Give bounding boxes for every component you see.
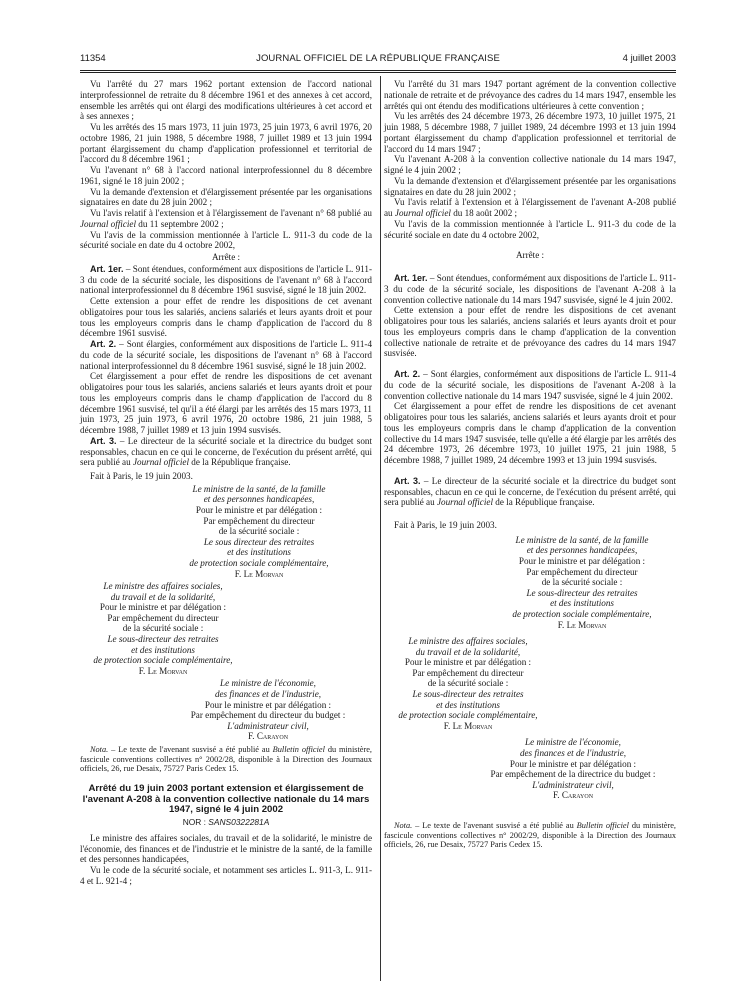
article-label: Art. 3. — [90, 435, 117, 446]
article-label: Art. 3. — [394, 475, 421, 486]
article-label: Art. 1er. — [90, 263, 124, 274]
column-divider — [380, 76, 381, 981]
journal-title: JOURNAL OFFICIEL DE LA RÉPUBLIQUE FRANÇAISE — [256, 53, 500, 64]
visa: Vu la demande d'extension et d'élargissement présentée par les organisations signataires en date du 28 juin 2002 ; — [80, 186, 372, 208]
visa: Vu l'avis de la commission mentionnée à l'article L. 911-3 du code de la sécurité sociale en date du 4 octobre 2002, — [80, 229, 372, 251]
article-1-para: Cette extension a pour effet de rendre les dispositions de cet avenant obligatoires pour tous les salariés, anciens salariés et leurs ayants droit et pour tous les employeurs compris dans le champ d'application de la convention collective nationale de retraite et de prévoyance des cadres du 14 mars 1947 susvisée. — [384, 305, 676, 359]
visa: Vu l'avis de la commission mentionnée à l'article L. 911-3 du code de la sécurité sociale en date du 4 octobre 2002, — [384, 218, 676, 240]
article-label: Art. 2. — [90, 339, 117, 349]
page-header — [80, 53, 676, 67]
visa: Vu l'arrêté du 31 mars 1947 portant agrément de la convention collective nationale de retraite et de prévoyance des cadres du 14 mars 1947, ensemble les arrêtés qui ont étendu des modifications ultérieures à cette convention ; — [384, 79, 676, 111]
issue-date: 4 juillet 2003 — [622, 53, 676, 64]
visa-jo: Vu l'avis relatif à l'extension et à l'élargissement de l'avenant n° 68 publié au Journal officiel du 11 septembre 2002 ; — [80, 208, 372, 229]
article-3: Art. 3. – Le directeur de la sécurité sociale et la directrice du budget sont responsables, chacun en ce qui le concerne, de l'exécution du présent arrêté, qui sera publié au Journal officiel de la République française. — [384, 475, 676, 508]
visa: Vu le code de la sécurité sociale, et notamment ses articles L. 911-3, L. 911-4 et L. 921-4 ; — [80, 865, 372, 886]
visa: Vu l'avenant A-208 à la convention collective nationale du 14 mars 1947, signé le 4 juin 2002 ; — [384, 154, 676, 175]
visa-jo: Vu l'avis relatif à l'extension et à l'élargissement de l'avenant A-208 publié au Journal officiel du 18 août 2002 ; — [384, 197, 676, 218]
visa: Vu les arrêtés des 24 décembre 1973, 26 décembre 1973, 10 juillet 1975, 21 juin 1988, 5 décembre 1988, 7 juillet 1989, 24 décembre 1993 et 13 juin 1994 portant élargissement du champ d'application professionnel et territorial de l'accord du 14 mars 1947 ; — [384, 111, 676, 154]
decree-title: Arrêté du 19 juin 2003 portant extension et élargissement de l'avenant A-208 à la convention collective nationale du 14 mars 1947, signé le 4 juin 2002 — [82, 782, 370, 816]
left-column — [80, 79, 372, 887]
article-2-para: Cet élargissement a pour effet de rendre les dispositions de cet avenant obligatoires pour tous les salariés, anciens salariés et leurs ayants droit et pour tous les employeurs compris dans le champ d'application de l'accord du 8 décembre 1961 susvisé, tel qu'il a été élargi par les arrêtés des 15 mars 1973, 11 juin 1973, 25 juin 1973, 6 avril 1976, 20 octobre 1986, 21 juin 1988, 5 décembre 1988, 7 juillet 1989 et 13 juin 1994 susvisés. — [80, 371, 372, 435]
article-1-para: Cette extension a pour effet de rendre les dispositions de cet avenant obligatoires pour tous les salariés, anciens salariés et leurs ayants droit et pour tous les employeurs compris dans le champ d'application de l'accord du 8 décembre 1961 susvisé. — [80, 296, 372, 339]
article-1: Art. 1er. – Sont étendues, conformément aux dispositions de l'article L. 911-3 du code de la sécurité sociale, les dispositions de l'avenant A-208 à la convention collective nationale du 14 mars 1947 susvisée, signé le 4 juin 2002. — [384, 273, 676, 305]
page-number: 11354 — [80, 53, 106, 64]
article-1: Art. 1er. – Sont étendues, conformément aux dispositions de l'article L. 911-3 du code de la sécurité sociale, les dispositions de l'avenant n° 68 à l'accord national interprofessionnel du 8 décembre 1961 susvisé, signé le 18 juin 2002. — [80, 263, 372, 296]
article-2: Art. 2. – Sont élargies, conformément aux dispositions de l'article L. 911-4 du code de la sécurité sociale, les dispositions de l'avenant n° 68 à l'accord national interprofessionnel du 8 décembre 1961 susvisé, signé le 18 juin 2002. — [80, 339, 373, 371]
visa: Vu l'avenant n° 68 à l'accord national interprofessionnel du 8 décembre 1961, signé le 18 juin 2002 ; — [80, 165, 372, 186]
visa: Vu la demande d'extension et d'élargissement présentée par les organisations signataires en date du 28 juin 2002 ; — [384, 175, 676, 197]
signature-block: Le ministre de l'économie, des finances et de l'industrie, Pour le ministre et par délégation : Par empêchement du directeur du budget : L'administrateur civil, F. Carayon — [164, 678, 372, 742]
signature-block: Le ministre de la santé, de la famille et des personnes handicapées, Pour le ministre et par délégation : Par empêchement du directeur de la sécurité sociale : Le sous directeur des retraites et des institutions de protection sociale complémentaire, F. Le Morvan — [146, 484, 372, 579]
signature-block: Le ministre des affaires sociales, du travail et de la solidarité, Pour le ministre et par délégation : Par empêchement du directeur de la sécurité sociale : Le sous-directeur des retraites et des institutions de protection sociale complémentaire, F. Le Morvan — [380, 636, 556, 731]
article-label: Art. 2. — [394, 369, 421, 379]
nor-reference: NOR : SANS0322281A — [182, 817, 270, 828]
arrete-heading: Arrête : — [515, 250, 545, 261]
signature-block: Le ministre de l'économie, des finances et de l'industrie, Pour le ministre et par délégation : Par empêchement de la directrice du budget : L'administrateur civil, F. Carayon — [464, 737, 682, 801]
signatory-name: F. Le Morvan — [443, 720, 493, 731]
fait-a-paris: Fait à Paris, le 19 juin 2003. — [394, 520, 497, 530]
signature-block: Le ministre des affaires sociales, du travail et de la solidarité, Pour le ministre et par délégation : Par empêchement du directeur de la sécurité sociale : Le sous-directeur des retraites et des institutions de protection sociale complémentaire, F. Le Morvan — [74, 581, 252, 676]
article-2: Art. 2. – Sont élargies, conformément aux dispositions de l'article L. 911-4 du code de la sécurité sociale, les dispositions de l'avenant A-208 à la convention collective nationale du 14 mars 1947 susvisée, signé le 4 juin 2002. — [384, 369, 677, 401]
arrete-heading: Arrête : — [211, 252, 241, 262]
article-3: Art. 3. – Le directeur de la sécurité sociale et la directrice du budget sont responsables, chacun en ce qui le concerne, de l'exécution du présent arrêté, qui sera publié au Journal officiel de la République française. — [80, 435, 372, 468]
visa: Vu les arrêtés des 15 mars 1973, 11 juin 1973, 25 juin 1973, 6 avril 1976, 20 octobre 1986, 21 juin 1988, 5 décembre 1988, 7 juillet 1989 et 13 juin 1994 portant élargissement du champ d'application professionnel et territorial de l'accord du 8 décembre 1961 ; — [80, 122, 372, 165]
signatory-name: F. Le Morvan — [234, 568, 284, 579]
nota: Nota. – Le texte de l'avenant susvisé a été publié au Bulletin officiel du ministère, fascicule conventions collectives n° 2002/28, disponible à la Direction des Journaux officiels, 26, rue Desaix, 75727 Paris Cedex 15. — [80, 745, 372, 774]
signature-block: Le ministre de la santé, de la famille et des personnes handicapées, Pour le ministre et par délégation : Par empêchement du directeur de la sécurité sociale : Le sous-directeur des retraites et des institutions de protection sociale complémentaire, F. Le Morvan — [484, 535, 680, 630]
decree-intro: Le ministre des affaires sociales, du travail et de la solidarité, le ministre de l'économie, des finances et de l'industrie et le ministre de la santé, de la famille et des personnes handicapées, — [80, 832, 372, 865]
signatory-name: F. Carayon — [247, 731, 289, 742]
visa: Vu l'arrêté du 27 mars 1962 portant extension de l'accord national interprofessionnel de retraite du 8 décembre 1961 et des annexes à cet accord, ensemble les arrêtés qui ont élargi des modifications ultérieures à cet accord et à ses annexes ; — [80, 79, 372, 122]
nota: Nota. – Le texte de l'avenant susvisé a été publié au Bulletin officiel du ministère, fascicule conventions collectives n° 2002/29, disponible à la Direction des Journaux officiels, 26, rue Desaix, 75727 Paris Cedex 15. — [384, 821, 676, 850]
signatory-name: F. Carayon — [552, 790, 594, 801]
signatory-name: F. Le Morvan — [138, 665, 188, 676]
header-rule — [80, 70, 676, 71]
signatory-name: F. Le Morvan — [557, 619, 607, 630]
right-column — [384, 79, 676, 850]
fait-a-paris: Fait à Paris, le 19 juin 2003. — [90, 471, 193, 481]
article-2-para: Cet élargissement a pour effet de rendre les dispositions de cet avenant obligatoires pour tous les salariés, anciens salariés et leurs ayants droit et pour tous les employeurs compris dans le champ d'application de la convention collective du 14 mars 1947 susvisée, telle qu'elle a été élargie par les arrêtés des 24 décembre 1973, 26 décembre 1973, 10 juillet 1975, 21 juin 1988, 5 décembre 1988, 7 juillet 1989, 24 décembre 1993 et 13 juin 1994 susvisés. — [384, 401, 676, 465]
article-label: Art. 1er. — [394, 273, 428, 283]
header-rule-thin — [80, 72, 676, 73]
